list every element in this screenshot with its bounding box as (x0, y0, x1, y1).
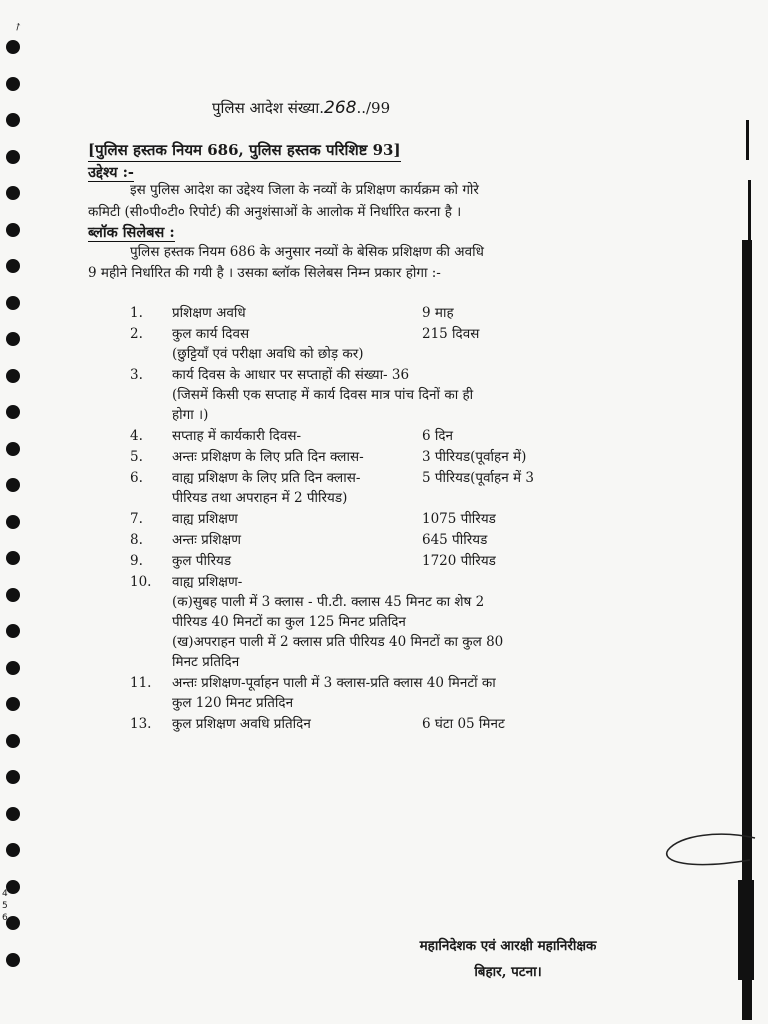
order-number-line (212, 98, 390, 118)
item-subtext: (छुट्टियाँ एवं परीक्षा अवधि को छोड़ कर) (172, 346, 364, 362)
item-value: 6 दिन (422, 428, 454, 444)
scan-edge-shadow (738, 120, 754, 1020)
block-syllabus-line-1: पुलिस हस्तक नियम 686 के अनुसार नव्यों के बेसिक प्रशिक्षण की अवधि (130, 244, 484, 260)
signature-block (413, 933, 603, 985)
binding-hole (6, 332, 20, 346)
binding-hole (6, 186, 20, 200)
margin-number: 5 (2, 901, 8, 911)
item-number: 8. (130, 532, 143, 548)
block-syllabus-heading: ब्लॉक सिलेबस : (88, 224, 175, 241)
syllabus-item (130, 530, 590, 550)
signatory-title: महानिदेशक एवं आरक्षी महानिरीक्षक (419, 938, 597, 954)
item-number: 4. (130, 428, 143, 444)
objective-line-2: कमिटी (सी०पी०टी० रिपोर्ट) की अनुशंसाओं के आलोक में निर्धारित करना है । (88, 204, 462, 220)
binding-hole (6, 77, 20, 91)
syllabus-item (130, 551, 590, 571)
binding-hole (6, 916, 20, 930)
syllabus-item (130, 426, 590, 446)
item-text: वाह्य प्रशिक्षण (172, 511, 238, 527)
item-text: अन्तः प्रशिक्षण के लिए प्रति दिन क्लास- (172, 449, 364, 465)
order-year: ../99 (356, 99, 391, 117)
objective-line-1: इस पुलिस आदेश का उद्देश्य जिला के नव्यों के प्रशिक्षण कार्यक्रम को गोरे (130, 182, 479, 198)
syllabus-item (130, 447, 590, 467)
item-text: प्रशिक्षण अवधि (172, 305, 246, 321)
binding-hole (6, 296, 20, 310)
objective-heading: उद्देश्य :- (88, 164, 134, 181)
binding-hole (6, 515, 20, 529)
syllabus-item (130, 303, 590, 323)
binding-hole (6, 661, 20, 675)
item-text: अन्तः प्रशिक्षण-पूर्वाहन पाली में 3 क्लास-प्रति क्लास 40 मिनटों का (172, 675, 496, 691)
item-text: वाह्य प्रशिक्षण के लिए प्रति दिन क्लास- (172, 470, 361, 486)
binding-hole (6, 40, 20, 54)
item-number: 5. (130, 449, 143, 465)
item-text: कुल प्रशिक्षण अवधि प्रतिदिन (172, 716, 311, 732)
item-value: 1075 पीरियड (422, 511, 496, 527)
margin-number: 4 (2, 889, 8, 899)
item-subtext: (ख)अपराहन पाली में 2 क्लास प्रति पीरियड 40 मिनटों का कुल 80 (172, 634, 504, 650)
item-number: 6. (130, 470, 143, 486)
binding-hole (6, 624, 20, 638)
syllabus-item (130, 365, 590, 425)
item-number: 11. (130, 675, 152, 691)
binding-hole (6, 150, 20, 164)
item-value: 1720 पीरियड (422, 553, 496, 569)
syllabus-item (130, 673, 590, 713)
binding-hole (6, 442, 20, 456)
item-number: 3. (130, 367, 143, 383)
binding-hole (6, 478, 20, 492)
binding-hole (6, 405, 20, 419)
item-number: 1. (130, 305, 143, 321)
block-syllabus-line-2: 9 महीने निर्धारित की गयी है । उसका ब्लॉक सिलेबस निम्न प्रकार होगा :- (88, 265, 441, 281)
margin-number: 6 (2, 913, 8, 923)
binding-hole (6, 223, 20, 237)
item-value: 5 पीरियड(पूर्वाहन में 3 (422, 470, 534, 486)
signature-scribble (660, 830, 760, 884)
binding-hole (6, 259, 20, 273)
binding-hole (6, 880, 20, 894)
signatory-location: बिहार, पटना। (474, 964, 542, 980)
syllabus-item (130, 468, 590, 508)
syllabus-item (130, 572, 590, 672)
item-subtext: कुल 120 मिनट प्रतिदिन (172, 695, 294, 711)
order-label: पुलिस आदेश संख्या. (212, 99, 325, 117)
item-subtext: पीरियड 40 मिनटों का कुल 125 मिनट प्रतिदिन (172, 614, 406, 630)
syllabus-item (130, 324, 590, 364)
item-text: सप्ताह में कार्यकारी दिवस- (172, 428, 302, 444)
item-number: 7. (130, 511, 143, 527)
item-text: कार्य दिवस के आधार पर सप्ताहों की संख्या- 36 (172, 367, 410, 383)
item-subtext: पीरियड तथा अपराहन में 2 पीरियड) (172, 490, 348, 506)
binding-hole (6, 697, 20, 711)
item-value: 6 घंटा 05 मिनट (422, 716, 505, 732)
item-text: कुल कार्य दिवस (172, 326, 250, 342)
reference-line: [पुलिस हस्तक नियम 686, पुलिस हस्तक परिशिष्ट 93] (88, 140, 401, 162)
item-number: 2. (130, 326, 143, 342)
binding-hole (6, 770, 20, 784)
syllabus-item (130, 714, 590, 734)
binding-hole (6, 113, 20, 127)
item-value: 9 माह (422, 305, 454, 321)
binding-hole (6, 807, 20, 821)
item-number: 9. (130, 553, 143, 569)
item-subtext: (जिसमें किसी एक सप्ताह में कार्य दिवस मात्र पांच दिनों का ही (172, 387, 474, 403)
item-subtext: (क)सुबह पाली में 3 क्लास - पी.टी. क्लास 45 मिनट का शेष 2 (172, 594, 485, 610)
syllabus-item (130, 509, 590, 529)
binding-hole (6, 843, 20, 857)
item-text: वाह्य प्रशिक्षण- (172, 574, 243, 590)
item-number: 13. (130, 716, 152, 732)
binding-hole (6, 953, 20, 967)
order-number: 268 (324, 98, 357, 118)
margin-numbers (2, 888, 8, 924)
binding-holes (6, 40, 30, 1000)
item-subtext: होगा ।) (172, 407, 209, 423)
binding-hole (6, 734, 20, 748)
item-text: अन्तः प्रशिक्षण (172, 532, 241, 548)
item-value: 3 पीरियड(पूर्वाहन में) (422, 449, 527, 465)
binding-hole (6, 369, 20, 383)
item-subtext: मिनट प्रतिदिन (172, 654, 240, 670)
binding-hole (6, 588, 20, 602)
item-number: 10. (130, 574, 152, 590)
corner-scribble: ↗ (11, 20, 25, 35)
binding-hole (6, 551, 20, 565)
item-text: कुल पीरियड (172, 553, 232, 569)
item-value: 645 पीरियड (422, 532, 488, 548)
item-value: 215 दिवस (422, 326, 480, 342)
